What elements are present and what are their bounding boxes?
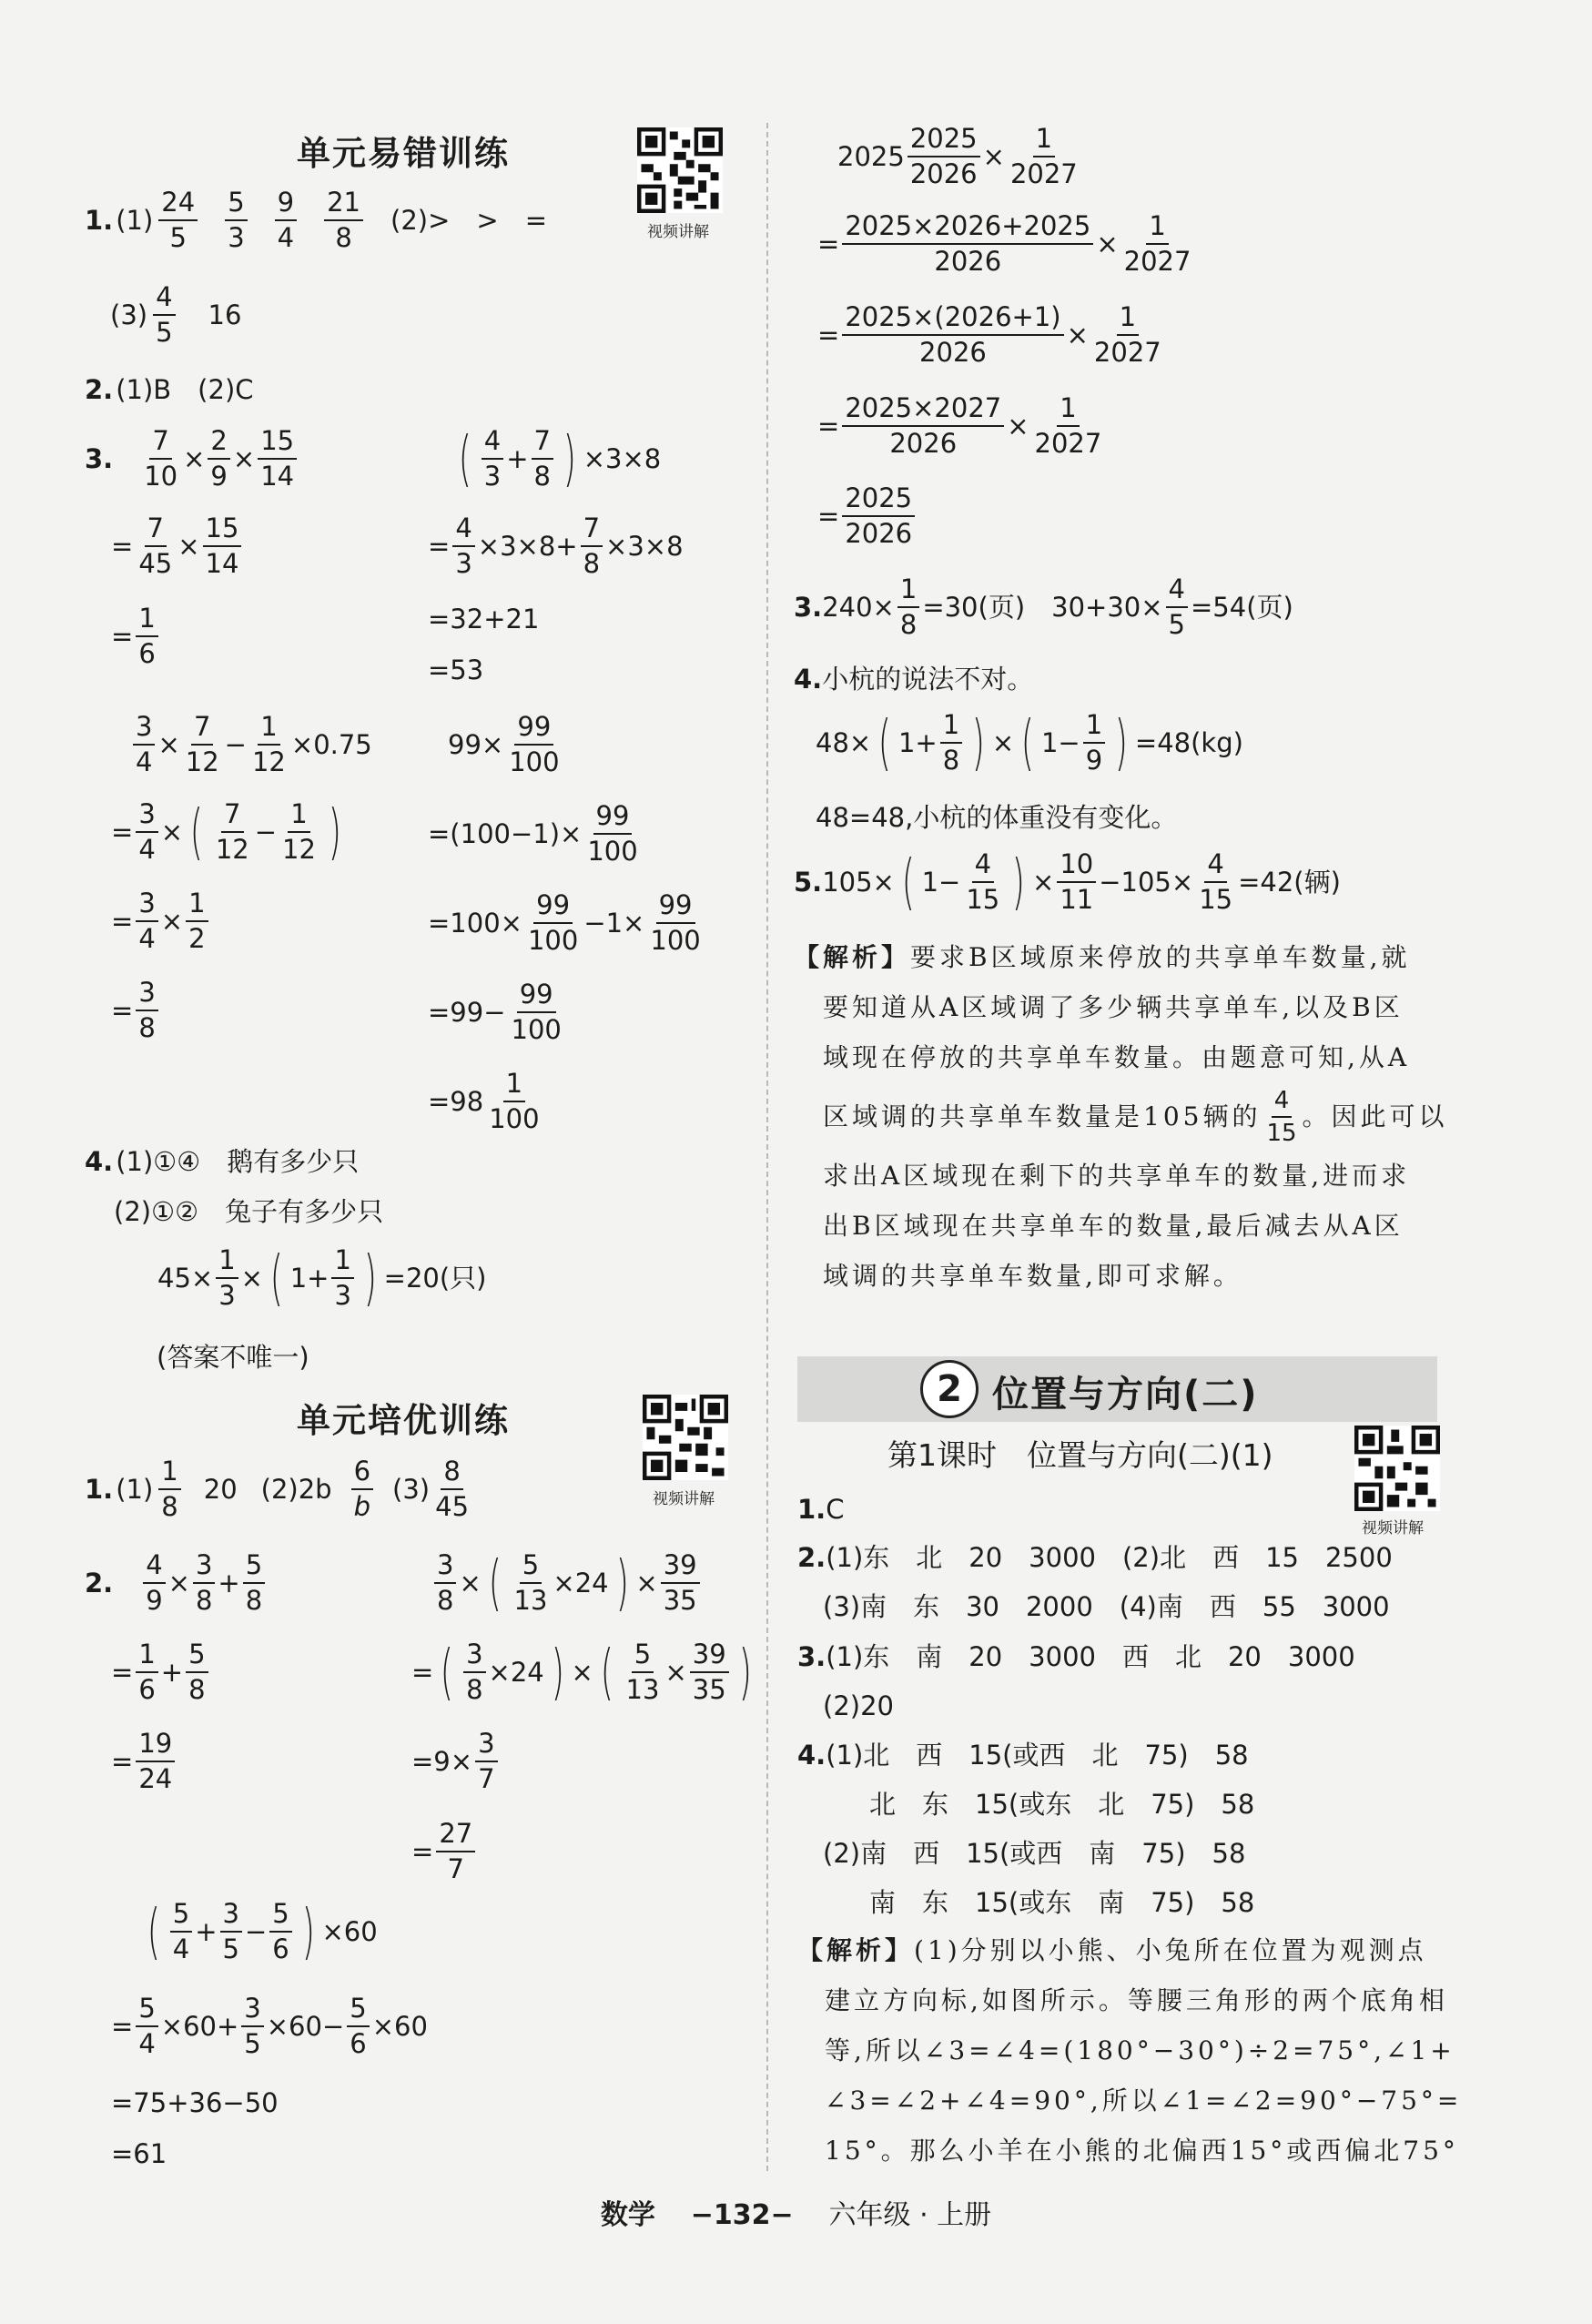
q3-d4: =99− $\frac{99}{100}$ bbox=[428, 979, 562, 1045]
page-footer bbox=[0, 2192, 1592, 2232]
analysis-paragraph-2: 【解析】(1)分别以小熊、小兔所在位置为观测点 建立方向标,如图所示。等腰三角形的两个底角相 等,所以∠3=∠4=(180°−30°)÷2=75°,∠1+ ∠3=∠2+∠4=90°,所以∠1=∠2=90°−75°= 15°。那么小羊在小熊的北偏西15°或西偏北75° bbox=[797, 1935, 1463, 2166]
footer-subject: 数学 bbox=[600, 2199, 655, 2231]
qr-code-icon[interactable] bbox=[1354, 1426, 1440, 1511]
lesson-q3-a: 3. (1)东 南 20 3000 西 北 20 3000 bbox=[797, 1641, 1355, 1672]
r-line4: = $\frac{2025\times 2027}{2026}$ × $\frac{1}{2027}$ bbox=[817, 392, 1102, 459]
analysis-paragraph-1: 【解析】要求B区域原来停放的共享单车数量,就 要知道从A区域调了多少辆共享单车,以及B区 域现在停放的共享单车数量。由题意可知,从A 区域调的共享单车数量是105辆的 $\frac{4}{15}$ 。因此可以 求出A区域现在剩下的共享单车的数量,进而求 出B区域现在共享单车的数量,最后减去从A区 域调的共享单车数量,即可求解。 bbox=[794, 942, 1448, 1291]
p2-b4: = $\frac{27}{7}$ bbox=[411, 1821, 478, 1883]
r-q4-line3: 48=48,小杭的体重没有变化。 bbox=[816, 802, 1178, 833]
p2-c3: =75+36−50 bbox=[111, 2087, 279, 2118]
qr-caption: 视频讲解 bbox=[1362, 1519, 1424, 1537]
page-number: −132− bbox=[690, 2199, 794, 2231]
fraction: $\frac{21}{8}$ bbox=[324, 189, 363, 251]
q2-line: 2. (1)B (2)C bbox=[85, 374, 254, 405]
q4-line2: (2)①② 兔子有多少只 bbox=[114, 1196, 384, 1227]
qr-caption: 视频讲解 bbox=[647, 223, 709, 241]
r-q4-line1: 4. 小杭的说法不对。 bbox=[794, 664, 1034, 695]
q3-c2: = $\frac{3}{4}$ × ( $\frac{7}{12}$ − $\frac{1}{12}$ ) bbox=[111, 797, 341, 868]
lesson-q4-a: 4. (1)北 西 15(或西 北 75) 58 bbox=[797, 1740, 1249, 1771]
lesson-q3-b: (2)20 bbox=[823, 1690, 894, 1721]
q3-c4: = $\frac{3}{8}$ bbox=[111, 979, 161, 1041]
qr-code-icon[interactable] bbox=[637, 127, 723, 213]
lesson-q4-b: 北 东 15(或东 北 75) 58 bbox=[869, 1789, 1255, 1820]
q3-c3: = $\frac{3}{4}$ × $\frac{1}{2}$ bbox=[111, 890, 211, 952]
p2-c2: = $\frac{5}{4}$ ×60 + $\frac{3}{5}$ ×60 − $\frac{5}{6}$ ×60 bbox=[111, 1993, 428, 2059]
chapter-number-badge: 2 bbox=[920, 1360, 979, 1418]
lesson-q2-b: (3)南 东 30 2000 (4)南 西 55 3000 bbox=[823, 1591, 1390, 1622]
q3-a1: 3. $\frac{7}{10}$ × $\frac{2}{9}$ × $\frac{15}{14}$ bbox=[85, 428, 299, 490]
p2-a2: = $\frac{1}{6}$ + $\frac{5}{8}$ bbox=[111, 1641, 211, 1703]
qr-code-icon[interactable] bbox=[643, 1395, 728, 1480]
lesson-q4-d: 南 东 15(或东 南 75) 58 bbox=[869, 1887, 1255, 1918]
q1-line1: 1. (1) $\frac{24}{5}$ $\frac{5}{3}$ $\frac{9}{4}$ $\frac{21}{8}$ (2)> > = bbox=[85, 187, 547, 253]
question-number: 1. bbox=[85, 204, 114, 236]
r-q5: 5. 105× ( 1− $\frac{4}{15}$ ) × $\frac{10}{11}$ −105× $\frac{4}{15}$ =42(辆) bbox=[794, 847, 1341, 918]
lesson-q4-c: (2)南 西 15(或西 南 75) 58 bbox=[823, 1838, 1246, 1869]
q3-b2: = $\frac{4}{3}$ ×3×8+ $\frac{7}{8}$ ×3×8 bbox=[428, 512, 684, 579]
q3-d1: 99× $\frac{99}{100}$ bbox=[448, 711, 560, 777]
fraction: $\frac{24}{5}$ bbox=[158, 189, 198, 251]
lesson-q2-a: 2. (1)东 北 20 3000 (2)北 西 15 2500 bbox=[797, 1542, 1393, 1573]
q4-equation: 45× $\frac{1}{3}$ × ( 1+ $\frac{1}{3}$ ) =20(只) bbox=[157, 1243, 487, 1314]
r-line2: = $\frac{2025\times 2026+2025}{2026}$ × $\frac{1}{2027}$ bbox=[817, 210, 1191, 277]
r-q4-eq: 48× ( 1+ $\frac{1}{8}$ ) × ( 1− $\frac{1}{9}$ ) =48(kg) bbox=[816, 707, 1243, 778]
lesson-q1: 1. C bbox=[797, 1494, 845, 1525]
r-line3: = $\frac{2025\times(2026+1)}{2026}$ × $\frac{1}{2027}$ bbox=[817, 301, 1161, 368]
fraction: $\frac{9}{4}$ bbox=[275, 189, 297, 251]
column-divider bbox=[766, 123, 768, 2171]
p1-line: 1. (1) $\frac{1}{8}$ 20 (2)2b $\frac{6}{b}$ (3) $\frac{8}{45}$ bbox=[85, 1456, 470, 1522]
p2-b1: $\frac{3}{8}$ × ( $\frac{5}{13}$ ×24 ) × $\frac{39}{35}$ bbox=[431, 1552, 703, 1614]
section-title-advanced: 单元培优训练 bbox=[297, 1401, 510, 1440]
q4-note: (答案不唯一) bbox=[157, 1342, 309, 1373]
q3-b3: =32+21 bbox=[428, 604, 540, 634]
qr-caption: 视频讲解 bbox=[653, 1490, 715, 1508]
p2-b3: =9× $\frac{3}{7}$ bbox=[411, 1730, 501, 1792]
p2-c4: =61 bbox=[111, 2138, 167, 2169]
p2-c1: ( $\frac{5}{4}$ + $\frac{3}{5}$ − $\frac{5}{6}$ ) ×60 bbox=[147, 1896, 378, 1967]
q3-a2: = $\frac{7}{45}$ × $\frac{15}{14}$ bbox=[111, 515, 244, 577]
footer-grade: 六年级 · 上册 bbox=[828, 2199, 992, 2231]
r-line1: 2025 $\frac{2025}{2026}$ × $\frac{1}{2027}$ bbox=[837, 123, 1078, 189]
p2-b2: = ( $\frac{3}{8}$ ×24 ) × ( $\frac{5}{13}$ × $\frac{39}{35}$ ) bbox=[411, 1637, 752, 1708]
r-q3: 3. 240× $\frac{1}{8}$ =30(页) 30+30× $\frac{4}{5}$ =54(页) bbox=[794, 573, 1293, 640]
p2-a3: = $\frac{19}{24}$ bbox=[111, 1730, 177, 1792]
q3-b1: ( $\frac{4}{3}$ + $\frac{7}{8}$ ) ×3×8 bbox=[458, 423, 662, 494]
q3-a3: = $\frac{1}{6}$ bbox=[111, 605, 161, 667]
q3-c1: $\frac{3}{4}$ × $\frac{7}{12}$ − $\frac{1}{12}$ ×0.75 bbox=[130, 714, 372, 776]
q3-d5: =98 $\frac{1}{100}$ bbox=[428, 1068, 540, 1134]
q3-d2: =(100−1)× $\frac{99}{100}$ bbox=[428, 800, 638, 867]
q3-d3: =100× $\frac{99}{100}$ −1× $\frac{99}{100}$ bbox=[428, 889, 701, 956]
chapter-title: 位置与方向(二) bbox=[992, 1374, 1259, 1416]
section-title-errors: 单元易错训练 bbox=[297, 134, 510, 173]
q3-b4: =53 bbox=[428, 655, 484, 685]
fraction: $\frac{4}{5}$ bbox=[153, 284, 175, 346]
q4-line1: 4. (1)①④ 鹅有多少只 bbox=[85, 1146, 360, 1177]
fraction: $\frac{5}{3}$ bbox=[225, 189, 247, 251]
r-line5: = $\frac{2025}{2026}$ bbox=[817, 485, 918, 547]
lesson-title: 第1课时 位置与方向(二)(1) bbox=[887, 1437, 1273, 1473]
q1-line2: (3) $\frac{4}{5}$ 16 bbox=[110, 281, 242, 348]
p2-a1: 2. $\frac{4}{9}$ × $\frac{3}{8}$ + $\frac{5}{8}$ bbox=[85, 1552, 268, 1614]
